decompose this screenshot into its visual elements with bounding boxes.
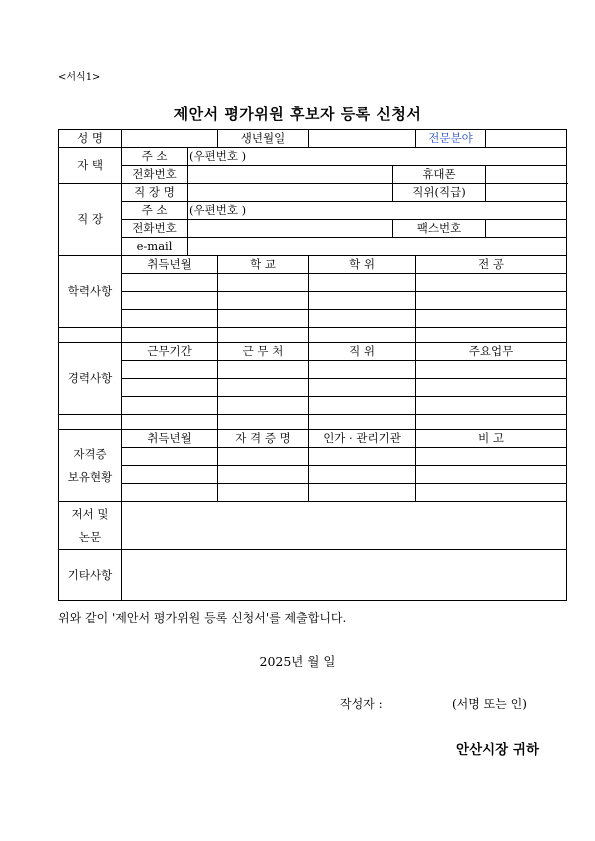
- career-cell[interactable]: [122, 361, 218, 379]
- career-cell[interactable]: [416, 415, 567, 430]
- career-label: 경력사항: [59, 343, 122, 415]
- career-cell[interactable]: [309, 415, 416, 430]
- license-cell[interactable]: [309, 448, 416, 466]
- education-header-degree: 학 위: [309, 256, 416, 274]
- license-cell[interactable]: [218, 484, 309, 502]
- career-cell[interactable]: [122, 415, 218, 430]
- education-header-school: 학 교: [218, 256, 309, 274]
- license-cell[interactable]: [309, 484, 416, 502]
- application-form-table: [58, 129, 567, 601]
- form-number: <서식1>: [58, 72, 101, 83]
- work-label: 직 장: [59, 184, 122, 256]
- license-cell[interactable]: [416, 484, 567, 502]
- home-phone-field[interactable]: [188, 166, 393, 184]
- birth-field[interactable]: [309, 130, 416, 148]
- etc-field[interactable]: [122, 550, 567, 601]
- career-cell[interactable]: [218, 415, 309, 430]
- career-cell[interactable]: [416, 361, 567, 379]
- career-cell[interactable]: [309, 379, 416, 397]
- license-cell[interactable]: [122, 448, 218, 466]
- education-cell[interactable]: [122, 328, 218, 343]
- work-fax-label: 팩스번호: [393, 220, 486, 238]
- education-cell[interactable]: [218, 292, 309, 310]
- name-label: 성 명: [59, 130, 122, 148]
- career-cell[interactable]: [218, 379, 309, 397]
- education-cell[interactable]: [218, 274, 309, 292]
- education-header-major: 전 공: [416, 256, 567, 274]
- section-gap: [59, 415, 122, 430]
- education-cell[interactable]: [309, 292, 416, 310]
- license-cell[interactable]: [309, 466, 416, 484]
- career-header-duties: 주요업무: [416, 343, 567, 361]
- career-cell[interactable]: [218, 361, 309, 379]
- name-field[interactable]: [122, 130, 218, 148]
- work-phone-field[interactable]: [188, 220, 393, 238]
- work-fax-field[interactable]: [486, 220, 567, 238]
- education-cell[interactable]: [309, 328, 416, 343]
- license-cell[interactable]: [122, 484, 218, 502]
- education-label: 학력사항: [59, 256, 122, 328]
- section-gap: [59, 328, 122, 343]
- specialty-label: 전문분야: [416, 130, 486, 148]
- education-header-date: 취득년월: [122, 256, 218, 274]
- license-header-issuer: 인가 · 관리기관: [309, 430, 416, 448]
- specialty-field[interactable]: [486, 130, 567, 148]
- work-address-field[interactable]: (우편번호 ): [188, 202, 567, 220]
- career-header-period: 근무기간: [122, 343, 218, 361]
- education-cell[interactable]: [122, 310, 218, 328]
- work-email-field[interactable]: [188, 238, 567, 256]
- work-address-label: 주 소: [122, 202, 188, 220]
- career-cell[interactable]: [416, 379, 567, 397]
- home-phone-label: 전화번호: [122, 166, 188, 184]
- statement-text: 위와 같이 '제안서 평가위원 등록 신청서'를 제출합니다.: [58, 611, 347, 625]
- license-label-text: 자격증 보유현황: [67, 446, 113, 484]
- career-cell[interactable]: [309, 397, 416, 415]
- license-cell[interactable]: [416, 466, 567, 484]
- work-email-label: e-mail: [122, 238, 188, 256]
- education-cell[interactable]: [218, 310, 309, 328]
- education-cell[interactable]: [122, 292, 218, 310]
- signer-label: 작성자 :: [340, 697, 383, 711]
- publications-label-text: 저서 및 논문: [71, 506, 109, 544]
- license-cell[interactable]: [122, 466, 218, 484]
- signature-note: (서명 또는 인): [452, 697, 527, 711]
- education-cell[interactable]: [416, 292, 567, 310]
- work-phone-label: 전화번호: [122, 220, 188, 238]
- license-header-name: 자 격 증 명: [218, 430, 309, 448]
- publications-label: [59, 502, 122, 550]
- career-header-position: 직 위: [309, 343, 416, 361]
- education-cell[interactable]: [416, 328, 567, 343]
- license-cell[interactable]: [218, 466, 309, 484]
- license-header-note: 비 고: [416, 430, 567, 448]
- home-mobile-field[interactable]: [486, 166, 567, 184]
- birth-label: 생년월일: [218, 130, 309, 148]
- education-cell[interactable]: [309, 274, 416, 292]
- home-mobile-label: 휴대폰: [393, 166, 486, 184]
- career-cell[interactable]: [416, 397, 567, 415]
- document-title: 제안서 평가위원 후보자 등록 신청서: [173, 105, 422, 123]
- career-cell[interactable]: [309, 361, 416, 379]
- career-cell[interactable]: [218, 397, 309, 415]
- home-address-label: 주 소: [122, 148, 188, 166]
- work-company-label: 직 장 명: [122, 184, 188, 202]
- career-cell[interactable]: [122, 379, 218, 397]
- education-cell[interactable]: [416, 274, 567, 292]
- home-address-field[interactable]: (우편번호 ): [188, 148, 567, 166]
- date-line: 2025년 월 일: [259, 654, 336, 669]
- education-cell[interactable]: [218, 328, 309, 343]
- work-position-field[interactable]: [486, 184, 567, 202]
- license-header-date: 취득년월: [122, 430, 218, 448]
- work-position-label: 직위(직급): [393, 184, 486, 202]
- education-cell[interactable]: [309, 310, 416, 328]
- work-company-field[interactable]: [188, 184, 393, 202]
- education-cell[interactable]: [416, 310, 567, 328]
- license-cell[interactable]: [416, 448, 567, 466]
- education-cell[interactable]: [122, 274, 218, 292]
- license-label: [59, 430, 122, 502]
- license-cell[interactable]: [218, 448, 309, 466]
- publications-field[interactable]: [122, 502, 567, 550]
- career-cell[interactable]: [122, 397, 218, 415]
- addressee: 안산시장 귀하: [456, 742, 539, 758]
- career-header-workplace: 근 무 처: [218, 343, 309, 361]
- home-label: 자 택: [59, 148, 122, 184]
- etc-label: 기타사항: [59, 550, 122, 601]
